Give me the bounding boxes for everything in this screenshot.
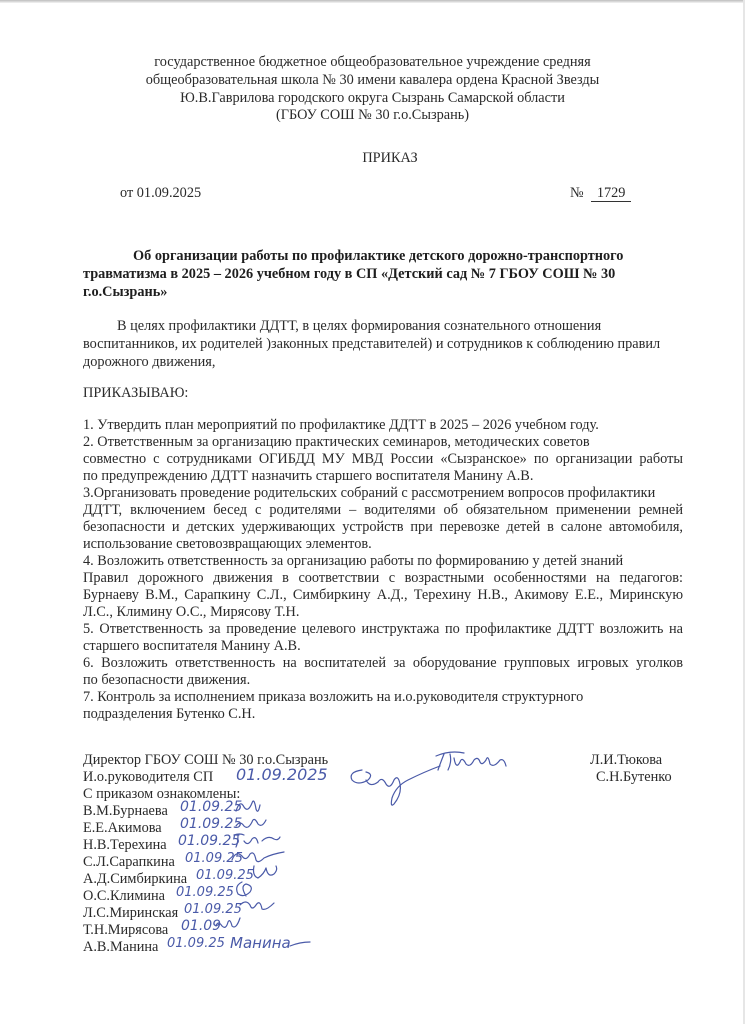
acquainted-date: 01.09.25 (178, 833, 241, 849)
signature-icon (232, 932, 312, 952)
item-4-line: Правил дорожного движения в соответствии с возрастными особенностями на педагогов: (83, 570, 683, 586)
preamble-line: В целях профилактики ДДТТ, в целях формирования сознательного отношения (117, 318, 602, 334)
item-3-line: ДДТТ, включением бесед с родителями – водителями об обязательном применении ремней (83, 502, 683, 518)
acting-label: И.о.руководителя СП (83, 769, 214, 785)
acquainted-name: О.С.Климина (83, 888, 166, 904)
org-line: общеобразовательная школа № 30 имени кавалера ордена Красной Звезды (145, 72, 600, 88)
order-date: от 01.09.2025 (120, 185, 202, 201)
item-4-line: Л.С., Климину О.С., Мирясову Т.Н. (83, 604, 300, 620)
signature-icon (212, 912, 242, 934)
org-line: Ю.В.Гаврилова городского округа Сызрань Самарской области (180, 90, 565, 106)
item-7-line: 7. Контроль за исполнением приказа возложить на и.о.руководителя структурного (83, 689, 584, 705)
acquainted-date: 01.09 (181, 918, 222, 934)
acquainted-date: 01.09.25 (185, 851, 243, 866)
acquainted-name: Н.В.Терехина (83, 837, 167, 853)
acquainted-date: 01.09.25 (180, 799, 243, 815)
org-line: государственное бюджетное общеобразовательное учреждение средняя (154, 54, 591, 70)
item-2-line: по предупреждению ДДТТ назначить старшего воспитателя Манину А.В. (83, 468, 534, 484)
doc-type: ПРИКАЗ (362, 150, 418, 166)
title-line: травматизма в 2025 – 2026 учебном году в СП «Детский сад № 7 ГБОУ СОШ № 30 (83, 266, 616, 282)
director-label: Директор ГБОУ СОШ № 30 г.о.Сызрань (83, 752, 329, 768)
signature-icon (236, 895, 276, 917)
item-1: 1. Утвердить план мероприятий по профилактике ДДТТ в 2025 – 2026 учебном году. (83, 417, 599, 433)
item-3-line: использование световозвращающих элементов. (83, 536, 372, 552)
title-line: Об организации работы по профилактике детского дорожно-транспортного (133, 248, 624, 264)
order-number (570, 185, 631, 202)
scan-top-edge (0, 0, 745, 3)
preamble-line: воспитанников, их родителей )законных представителей) и сотрудников к соблюдению правил (83, 336, 661, 352)
item-5-line: старшего воспитателя Манину А.В. (83, 638, 301, 654)
acquainted-label: С приказом ознакомлены: (83, 786, 241, 802)
preamble-line: дорожного движения, (83, 354, 216, 370)
acquainted-name: В.М.Бурнаева (83, 803, 168, 819)
org-line: (ГБОУ СОШ № 30 г.о.Сызрань) (275, 107, 470, 123)
number-sign: № (570, 185, 584, 201)
item-6-line: по безопасности движения. (83, 672, 251, 688)
item-4-line: Бурнаеву В.М., Сарапкину С.Л., Симбиркину А.Д., Терехину Н.В., Акимову Е.Е., Миринскую (83, 587, 683, 603)
item-6-line: 6. Возложить ответственность на воспитателей за оборудование групповых игровых уголков (83, 655, 683, 671)
acting-name: С.Н.Бутенко (596, 769, 672, 785)
acquainted-name: С.Л.Сарапкина (83, 854, 175, 870)
director-name: Л.И.Тюкова (590, 752, 663, 768)
acquainted-date: 01.09.25 (167, 936, 225, 951)
acquainted-date: 01.09.25 (180, 816, 243, 832)
acting-signature-icon (344, 762, 444, 812)
item-7-line: подразделения Бутенко С.Н. (83, 706, 256, 722)
acquainted-name: А.Д.Симбиркина (83, 871, 188, 887)
item-3-line: безопасности и детских удерживающих устройств при перевозке детей в салоне автомобиля, (83, 519, 683, 535)
acquainted-date: 01.09.25 (176, 885, 234, 900)
acquainted-signature-text: Манина (230, 934, 291, 952)
acquainted-name: Л.С.Миринская (83, 905, 179, 921)
number-value: 1729 (591, 185, 632, 202)
acting-date-handwritten: 01.09.2025 (236, 765, 328, 784)
acquainted-name: А.В.Манина (83, 939, 159, 955)
acquainted-date: 01.09.25 (184, 902, 242, 917)
title-line: г.о.Сызрань» (83, 284, 168, 300)
item-4-line: 4. Возложить ответственность за организацию работы по формированию у детей знаний (83, 553, 624, 569)
acquainted-date: 01.09.25 (196, 868, 254, 883)
item-3-line: 3.Организовать проведение родительских собраний с рассмотрением вопросов профилактики (83, 485, 656, 501)
acquainted-name: Е.Е.Акимова (83, 820, 162, 836)
acquainted-name: Т.Н.Мирясова (83, 922, 169, 938)
item-2-line: совместно с сотрудниками ОГИБДД МУ МВД России «Сызранское» по организации работы (83, 451, 683, 467)
item-2-line: 2. Ответственным за организацию практических семинаров, методических советов (83, 434, 590, 450)
item-5-line: 5. Ответственность за проведение целевого инструктажа по профилактике ДДТТ возложить на (83, 621, 683, 637)
order-word: ПРИКАЗЫВАЮ: (83, 385, 189, 401)
